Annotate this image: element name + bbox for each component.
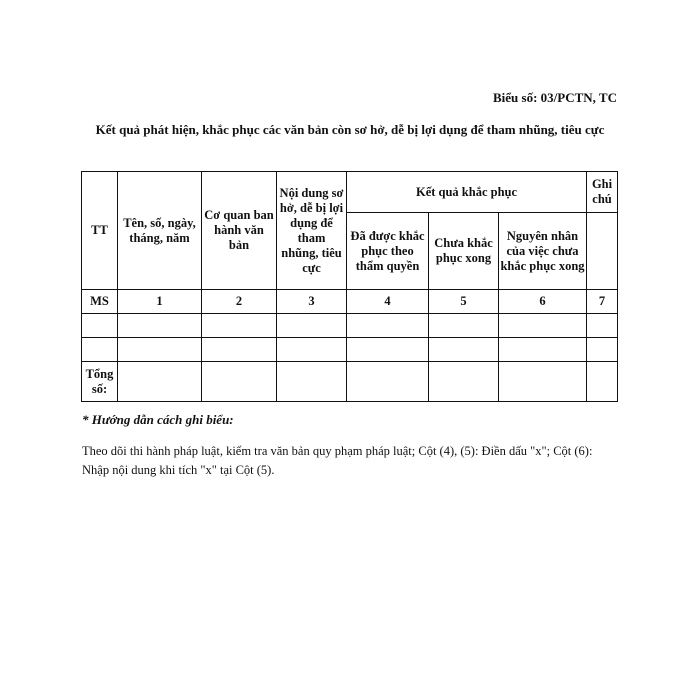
code-cell: MS (82, 290, 118, 314)
empty-cell (118, 362, 202, 402)
empty-cell (429, 338, 499, 362)
table-row (82, 338, 618, 362)
empty-cell (277, 314, 347, 338)
code-cell: 1 (118, 290, 202, 314)
empty-cell (429, 314, 499, 338)
empty-cell (82, 314, 118, 338)
code-cell: 5 (429, 290, 499, 314)
code-row (82, 290, 618, 314)
code-cell: 6 (499, 290, 587, 314)
code-cell: 2 (202, 290, 277, 314)
report-table (81, 171, 618, 402)
code-cell: 3 (277, 290, 347, 314)
header-chua-khac-phuc: Chưa khắc phục xong (429, 213, 499, 290)
document-title: Kết quả phát hiện, khắc phục các văn bản còn sơ hở, dễ bị lợi dụng để tham nhũng, tiêu cực (95, 122, 605, 137)
empty-cell (202, 314, 277, 338)
header-co-quan: Cơ quan ban hành văn bản (202, 172, 277, 290)
empty-cell (202, 338, 277, 362)
empty-cell (82, 338, 118, 362)
empty-cell (347, 314, 429, 338)
empty-cell (587, 314, 618, 338)
header-ghi-chu-blank (587, 213, 618, 290)
empty-cell (347, 338, 429, 362)
empty-cell (118, 314, 202, 338)
empty-cell (118, 338, 202, 362)
total-row (82, 362, 618, 402)
guide-text: Theo dõi thi hành pháp luật, kiểm tra văn bản quy phạm pháp luật; Cột (4), (5): Điền dấu "x"; Cột (6): Nhập nội dung khi tích "x" tại Cột (5). (82, 444, 593, 477)
empty-cell (277, 362, 347, 402)
empty-cell (202, 362, 277, 402)
header-ten-so: Tên, số, ngày, tháng, năm (118, 172, 202, 290)
empty-cell (587, 362, 618, 402)
header-noi-dung: Nội dung sơ hở, dễ bị lợi dụng để tham nhũng, tiêu cực (277, 172, 347, 290)
table-row (82, 314, 618, 338)
header-tt: TT (82, 172, 118, 290)
empty-cell (587, 338, 618, 362)
empty-cell (277, 338, 347, 362)
empty-cell (347, 362, 429, 402)
empty-cell (499, 314, 587, 338)
header-ghi-chu: Ghi chú (587, 172, 618, 213)
empty-cell (499, 338, 587, 362)
empty-cell (499, 362, 587, 402)
header-ket-qua: Kết quả khắc phục (347, 172, 587, 213)
guide-heading: * Hướng dẫn cách ghi biểu: (82, 412, 234, 427)
header-nguyen-nhan: Nguyên nhân của việc chưa khắc phục xong (499, 213, 587, 290)
total-label: Tổng số: (82, 362, 118, 402)
header-da-khac-phuc: Đã được khắc phục theo thẩm quyền (347, 213, 429, 290)
code-cell: 7 (587, 290, 618, 314)
header-row-1 (82, 172, 618, 213)
empty-cell (429, 362, 499, 402)
form-code: Biểu số: 03/PCTN, TC (493, 90, 617, 105)
code-cell: 4 (347, 290, 429, 314)
